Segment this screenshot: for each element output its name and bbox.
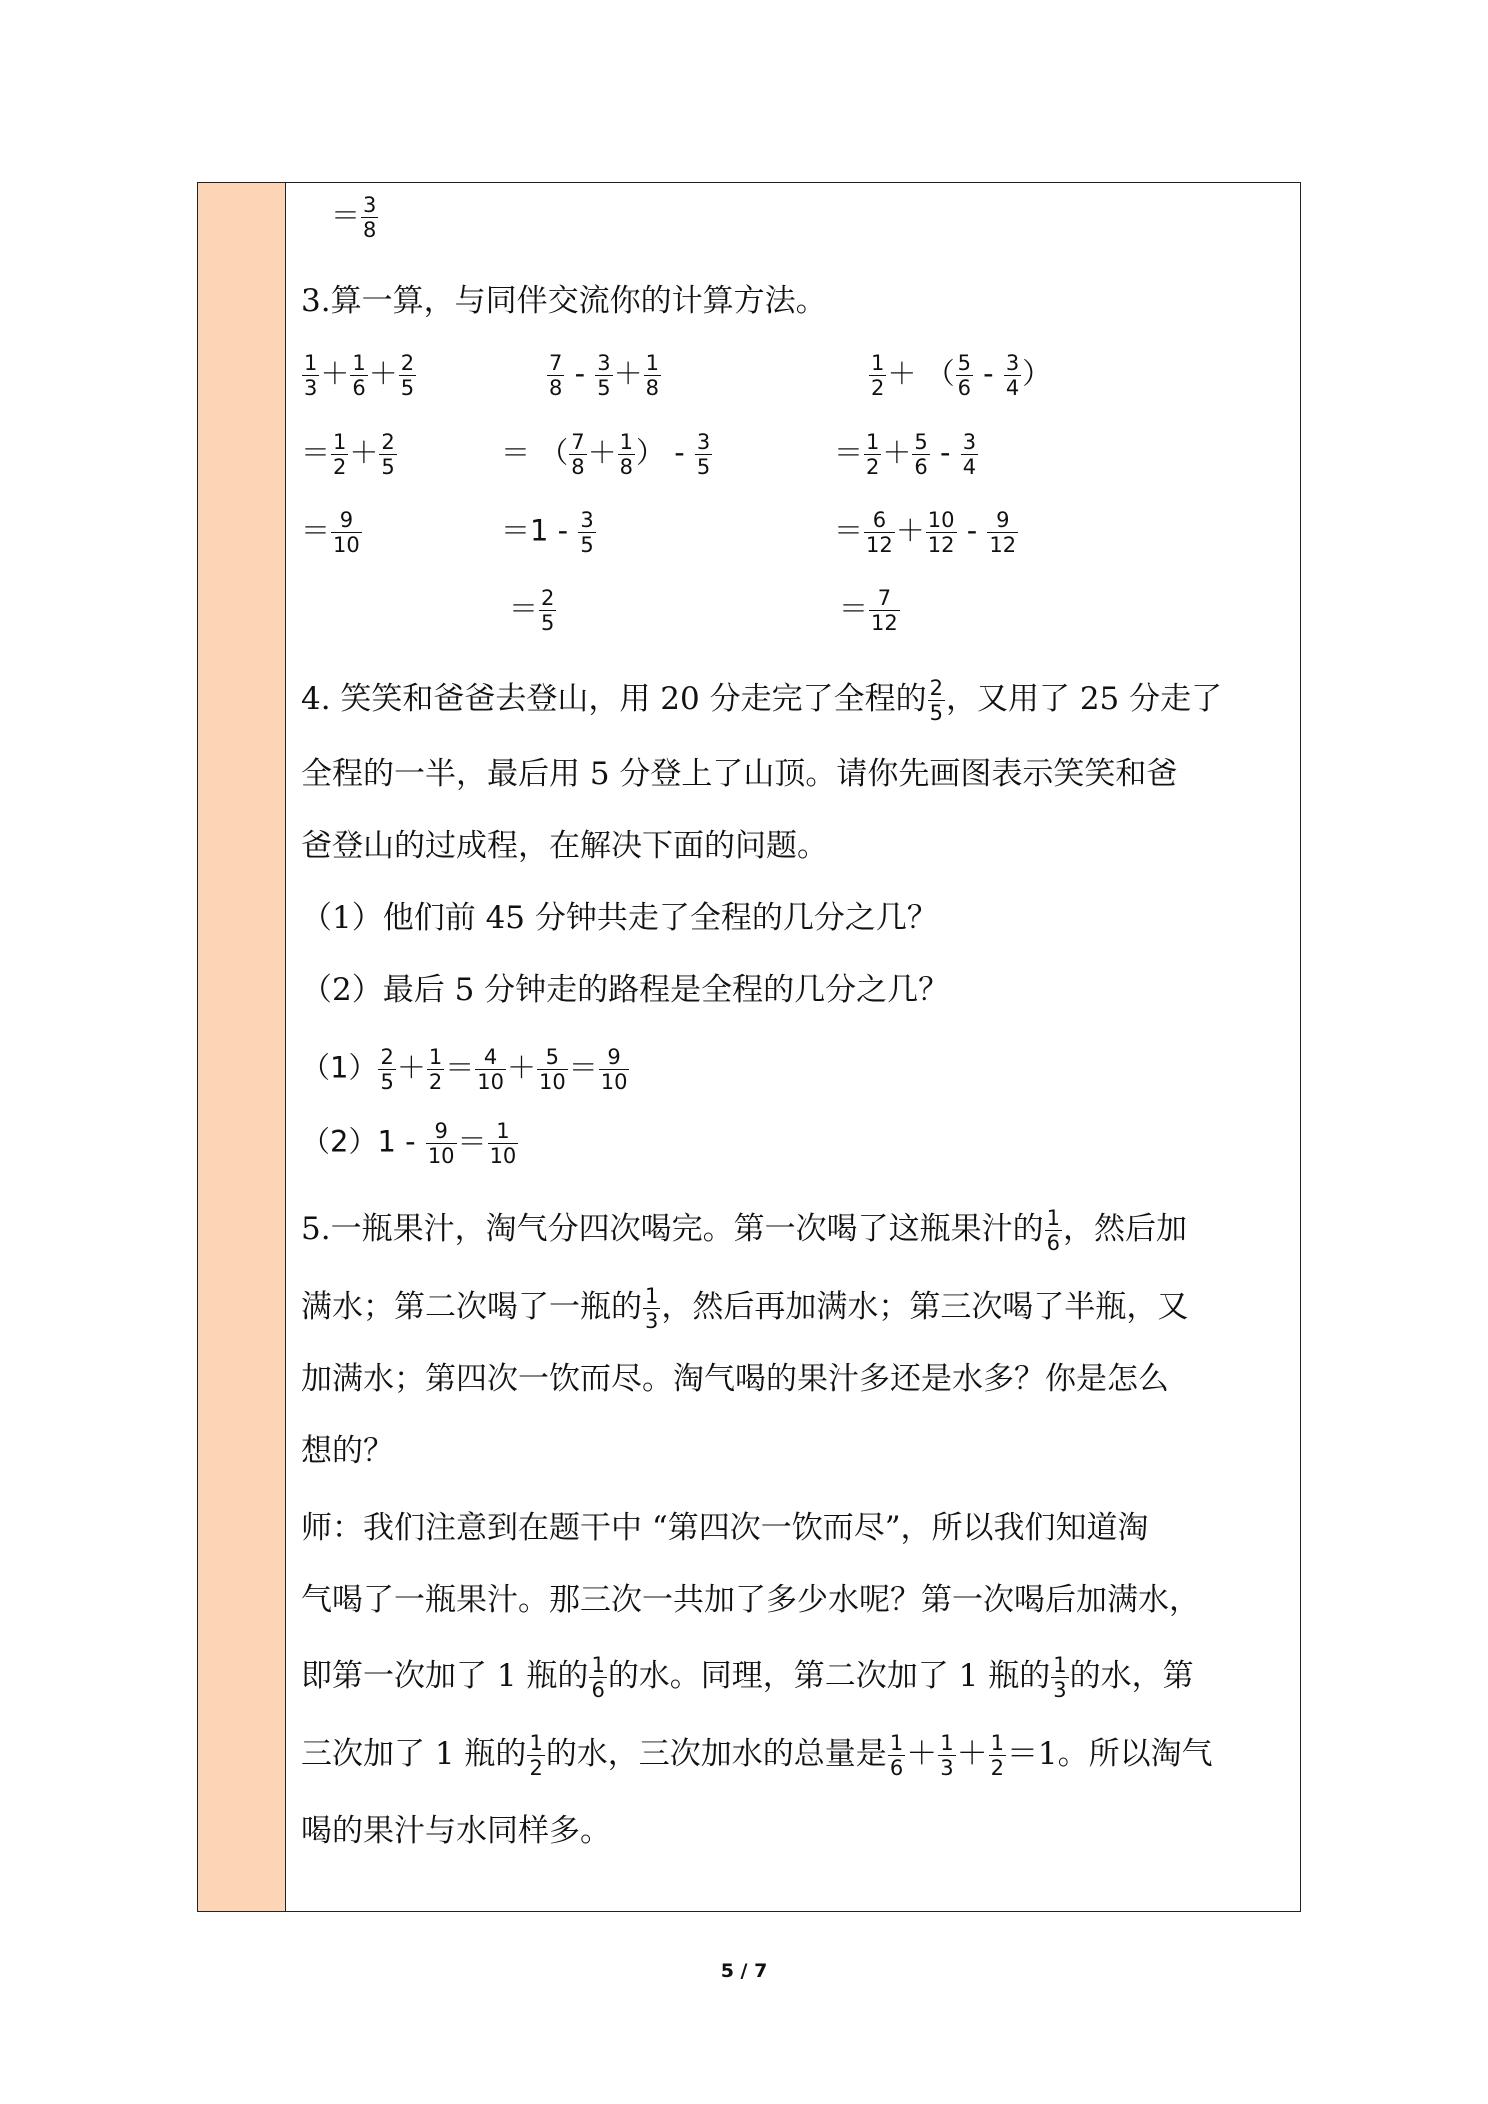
q5-line3: 加满水；第四次一饮而尽。淘气喝的果汁多还是水多？你是怎么 xyxy=(301,1361,1169,1397)
fraction-numerator: 3 xyxy=(696,430,711,454)
fraction xyxy=(961,430,978,479)
text-run: ＝ xyxy=(568,1050,598,1085)
text-run: 的水。同理，第二次加了 1 瓶的 xyxy=(607,1658,1051,1694)
text-run: ＝ xyxy=(834,513,864,548)
fraction xyxy=(361,193,378,242)
fraction xyxy=(488,1119,519,1168)
q3-col3-line4 xyxy=(839,586,901,635)
fraction-denominator: 10 xyxy=(333,533,360,557)
fraction xyxy=(987,508,1018,557)
fraction-denominator: 5 xyxy=(380,1070,394,1094)
q3-col1-line3 xyxy=(301,508,363,557)
fraction xyxy=(599,1045,630,1094)
fraction xyxy=(618,430,635,479)
fraction xyxy=(539,586,556,635)
fraction xyxy=(595,351,612,400)
fraction-denominator: 8 xyxy=(549,376,563,400)
fraction xyxy=(695,430,712,479)
fraction xyxy=(869,351,886,400)
fraction-denominator: 2 xyxy=(990,1756,1004,1780)
fraction-numerator: 9 xyxy=(426,1119,457,1144)
fraction-numerator: 1 xyxy=(428,1045,443,1069)
q3-col3-line1 xyxy=(868,351,1051,400)
q3-col3-line3 xyxy=(834,508,1019,557)
fraction-numerator: 1 xyxy=(529,1731,543,1755)
text-run: - xyxy=(957,513,987,548)
fraction-denominator: 6 xyxy=(914,455,928,479)
fraction xyxy=(378,1045,395,1094)
text-run: ，然后加 xyxy=(1062,1211,1187,1247)
text-run: ＋ xyxy=(906,1736,938,1772)
q4-sub1: （1）他们前 45 分钟共走了全程的几分之几？ xyxy=(301,900,938,936)
text-run: ＋ xyxy=(368,356,398,391)
fraction-denominator: 2 xyxy=(529,1756,543,1780)
text-run: ，然后再加满水；第三次喝了半瓶，又 xyxy=(661,1289,1189,1325)
fraction-numerator: 3 xyxy=(580,508,594,532)
fraction-numerator: 9 xyxy=(599,1045,630,1070)
q3-col2-line4 xyxy=(509,586,557,635)
fraction-denominator: 12 xyxy=(989,533,1017,557)
fraction-denominator: 6 xyxy=(591,1678,605,1702)
q3-col2-line2 xyxy=(501,430,713,479)
text-run: ） - xyxy=(635,435,694,470)
fraction-numerator: 3 xyxy=(363,193,377,217)
q4-line2: 全程的一半，最后用 5 分登上了山顶。请你先画图表示笑笑和爸 xyxy=(301,756,1178,792)
text-run: ＝ （ xyxy=(501,435,569,470)
fraction xyxy=(989,1731,1006,1780)
fraction-denominator: 3 xyxy=(645,1309,659,1333)
q4-answer1 xyxy=(301,1045,630,1094)
fraction-numerator: 1 xyxy=(990,1731,1004,1755)
fraction xyxy=(888,1731,905,1780)
fraction-numerator: 5 xyxy=(537,1045,568,1070)
q3-col2-line3 xyxy=(501,508,597,557)
teacher-line5: 喝的果汁与水同样多。 xyxy=(301,1813,611,1849)
fraction-numerator: 2 xyxy=(380,1045,394,1069)
text-run: 的水，第 xyxy=(1069,1658,1194,1694)
fraction-numerator: 1 xyxy=(871,351,885,375)
fraction-denominator: 6 xyxy=(957,376,971,400)
q5-line1 xyxy=(301,1206,1187,1255)
fraction xyxy=(331,508,362,557)
fraction-denominator: 4 xyxy=(962,455,977,479)
text-run: （1） xyxy=(301,1050,378,1085)
text-run: （2）1 - xyxy=(301,1124,425,1159)
teacher-line3 xyxy=(301,1653,1194,1702)
text-run: ＋ xyxy=(320,356,350,391)
fraction xyxy=(350,351,367,400)
fraction-denominator: 8 xyxy=(619,455,633,479)
fraction-denominator: 10 xyxy=(538,1070,566,1094)
fraction-denominator: 5 xyxy=(597,376,611,400)
fraction-numerator: 1 xyxy=(1046,1206,1060,1230)
fraction-denominator: 12 xyxy=(927,533,955,557)
text-run: ＝ xyxy=(509,591,539,626)
fraction-numerator: 1 xyxy=(1053,1653,1067,1677)
fraction-numerator: 9 xyxy=(331,508,362,533)
fraction xyxy=(864,430,881,479)
fraction xyxy=(864,508,895,557)
fraction-denominator: 12 xyxy=(871,611,898,635)
fraction xyxy=(426,1119,457,1168)
fraction-numerator: 1 xyxy=(304,351,318,375)
text-run: ＋ xyxy=(587,435,617,470)
fraction-numerator: 1 xyxy=(591,1653,605,1677)
fraction-numerator: 10 xyxy=(927,508,955,532)
text-run: - xyxy=(565,356,595,391)
fraction xyxy=(926,508,957,557)
left-shaded-column xyxy=(198,183,286,1911)
fraction-numerator: 7 xyxy=(549,351,563,375)
fraction-numerator: 1 xyxy=(645,351,660,375)
fraction xyxy=(869,586,900,635)
fraction xyxy=(1051,1653,1068,1702)
fraction-denominator: 6 xyxy=(1046,1231,1060,1255)
fraction-denominator: 5 xyxy=(541,611,555,635)
fraction-numerator: 1 xyxy=(488,1119,519,1144)
text-run: 满水；第二次喝了一瓶的 xyxy=(301,1289,642,1325)
fraction-numerator: 2 xyxy=(400,351,415,375)
fraction xyxy=(569,430,586,479)
fraction-numerator: 1 xyxy=(889,1731,904,1755)
fraction-denominator: 6 xyxy=(889,1756,904,1780)
fraction-denominator: 2 xyxy=(428,1070,443,1094)
fraction-denominator: 2 xyxy=(866,455,880,479)
fraction-denominator: 5 xyxy=(381,455,395,479)
q4-line1 xyxy=(301,676,1222,725)
text-run: 三次加了 1 瓶的 xyxy=(301,1736,527,1772)
fraction-numerator: 9 xyxy=(987,508,1018,533)
q5-line4: 想的？ xyxy=(301,1433,394,1469)
fraction xyxy=(938,1731,955,1780)
text-run: ＝1 - xyxy=(501,513,578,548)
fraction-denominator: 2 xyxy=(871,376,885,400)
q3-col1-line1 xyxy=(301,351,417,400)
fraction-numerator: 2 xyxy=(541,586,555,610)
fraction xyxy=(302,351,319,400)
text-run: ＝1。所以淘气 xyxy=(1006,1736,1213,1772)
fraction-denominator: 5 xyxy=(929,701,943,725)
content-table xyxy=(197,182,1301,1912)
fraction-denominator: 10 xyxy=(600,1070,628,1094)
text-run: ＋ xyxy=(396,1050,426,1085)
text-run: 的水，三次加水的总量是 xyxy=(545,1736,887,1772)
fraction-numerator: 3 xyxy=(597,351,611,375)
q4-line3: 爸登山的过成程，在解决下面的问题。 xyxy=(301,828,828,864)
prev-result-line xyxy=(331,193,379,242)
text-run: ＋ xyxy=(506,1050,536,1085)
text-run: - xyxy=(930,435,960,470)
fraction-numerator: 1 xyxy=(619,430,633,454)
fraction-denominator: 8 xyxy=(571,455,585,479)
text-run: ＝ xyxy=(301,435,331,470)
q3-col3-line2 xyxy=(834,430,979,479)
fraction-denominator: 4 xyxy=(1005,376,1020,400)
fraction-denominator: 3 xyxy=(940,1756,954,1780)
fraction xyxy=(1045,1206,1062,1255)
q3-title: 3.算一算，与同伴交流你的计算方法。 xyxy=(301,283,827,319)
fraction-denominator: 12 xyxy=(866,533,893,557)
text-run: ，又用了 25 分走了 xyxy=(945,681,1223,717)
fraction-denominator: 6 xyxy=(352,376,366,400)
fraction-denominator: 10 xyxy=(489,1144,517,1168)
fraction-denominator: 3 xyxy=(1053,1678,1067,1702)
fraction xyxy=(537,1045,568,1094)
fraction-numerator: 5 xyxy=(914,430,928,454)
text-run: ＝ xyxy=(834,435,864,470)
fraction-numerator: 2 xyxy=(929,676,943,700)
text-run: ） xyxy=(1022,356,1052,391)
q5-line2 xyxy=(301,1284,1188,1333)
text-run: 即第一次加了 1 瓶的 xyxy=(301,1658,589,1694)
text-run: ＋ xyxy=(956,1736,988,1772)
fraction-denominator: 5 xyxy=(580,533,594,557)
fraction xyxy=(589,1653,606,1702)
fraction xyxy=(928,676,945,725)
text-run: ＝ xyxy=(301,513,331,548)
fraction-denominator: 5 xyxy=(400,376,415,400)
fraction-numerator: 3 xyxy=(1005,351,1020,375)
text-run: ＝ xyxy=(331,198,361,233)
q4-answer2 xyxy=(301,1119,519,1168)
fraction xyxy=(475,1045,506,1094)
fraction-denominator: 10 xyxy=(477,1070,504,1094)
fraction-numerator: 1 xyxy=(940,1731,954,1755)
fraction xyxy=(527,1731,544,1780)
fraction-numerator: 1 xyxy=(866,430,880,454)
fraction-numerator: 1 xyxy=(645,1284,659,1308)
page-number: 5 / 7 xyxy=(720,1960,768,1982)
fraction xyxy=(1004,351,1021,400)
text-run: ＋ xyxy=(613,356,643,391)
text-run: ＋ xyxy=(882,435,912,470)
fraction xyxy=(399,351,416,400)
text-run: ＋ xyxy=(895,513,925,548)
teacher-line4 xyxy=(301,1731,1213,1780)
teacher-line2: 气喝了一瓶果汁。那三次一共加了多少水呢？第一次喝后加满水， xyxy=(301,1582,1200,1618)
fraction-denominator: 3 xyxy=(304,376,318,400)
fraction-numerator: 5 xyxy=(957,351,971,375)
q3-col1-line2 xyxy=(301,430,398,479)
fraction xyxy=(956,351,973,400)
fraction xyxy=(644,351,661,400)
fraction xyxy=(643,1284,660,1333)
text-run: ＝ xyxy=(839,591,869,626)
q4-sub2: （2）最后 5 分钟走的路程是全程的几分之几？ xyxy=(301,972,950,1008)
text-run: ＋ （ xyxy=(887,356,955,391)
fraction-numerator: 6 xyxy=(864,508,895,533)
fraction xyxy=(379,430,396,479)
q3-col2-line1 xyxy=(546,351,662,400)
text-run: 5.一瓶果汁，淘气分四次喝完。第一次喝了这瓶果汁的 xyxy=(301,1211,1044,1247)
fraction-denominator: 8 xyxy=(645,376,660,400)
fraction-denominator: 5 xyxy=(696,455,711,479)
fraction xyxy=(912,430,929,479)
fraction-numerator: 7 xyxy=(571,430,585,454)
text-run: 4. 笑笑和爸爸去登山，用 20 分走完了全程的 xyxy=(301,681,927,717)
fraction-numerator: 3 xyxy=(962,430,977,454)
text-run: ＝ xyxy=(457,1124,487,1159)
fraction-numerator: 1 xyxy=(333,430,347,454)
fraction-numerator: 7 xyxy=(869,586,900,611)
fraction-denominator: 10 xyxy=(427,1144,455,1168)
fraction-numerator: 1 xyxy=(352,351,366,375)
fraction-numerator: 4 xyxy=(475,1045,506,1070)
fraction xyxy=(331,430,348,479)
text-run: ＋ xyxy=(349,435,379,470)
fraction-denominator: 2 xyxy=(333,455,347,479)
fraction xyxy=(578,508,595,557)
fraction-denominator: 8 xyxy=(363,218,377,242)
text-run: ＝ xyxy=(445,1050,475,1085)
teacher-line1: 师：我们注意到在题干中 “第四次一饮而尽”，所以我们知道淘 xyxy=(301,1510,1149,1546)
fraction xyxy=(547,351,564,400)
fraction-numerator: 2 xyxy=(381,430,395,454)
fraction xyxy=(427,1045,444,1094)
text-run: - xyxy=(973,356,1003,391)
